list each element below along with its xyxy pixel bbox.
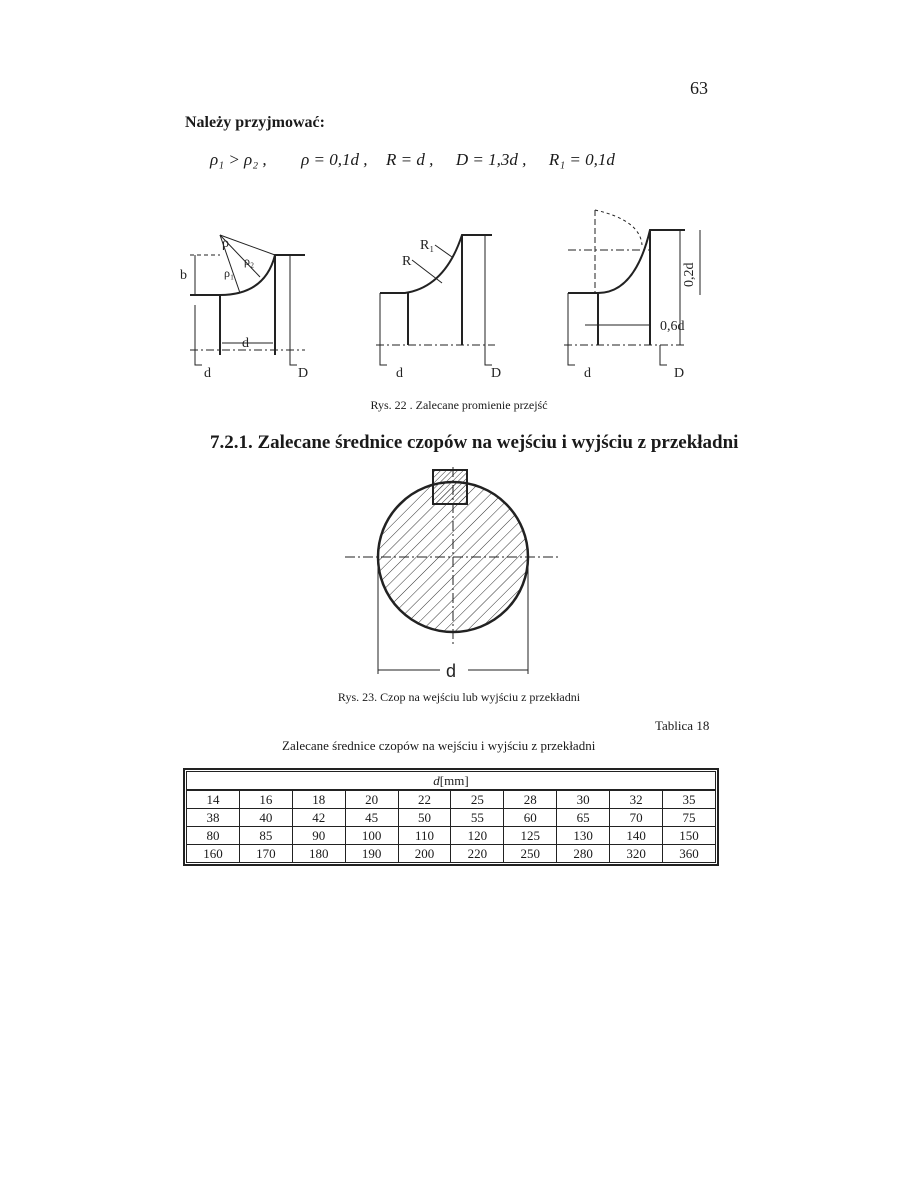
table-cell: 190 xyxy=(345,845,398,863)
page-number: 63 xyxy=(690,78,708,98)
table-cell: 140 xyxy=(610,827,663,845)
table-cell: 20 xyxy=(345,790,398,809)
fig22-label: R xyxy=(402,254,412,269)
fig22-label: d xyxy=(396,366,403,381)
formula-part: D = 1,3d , xyxy=(455,150,527,169)
intro-text: Należy przyjmować: xyxy=(185,114,325,131)
table-cell: 220 xyxy=(451,845,504,863)
formula-part: R₁ = 0,1d xyxy=(548,150,615,169)
table-cell: 65 xyxy=(557,809,610,827)
fig22-drawing xyxy=(180,205,720,395)
diameter-table-frame xyxy=(183,768,719,866)
fig23-drawing xyxy=(330,462,570,690)
table-cell: 35 xyxy=(663,790,716,809)
fig23-label-d: d xyxy=(446,661,457,681)
fig22-label: ρ₁ xyxy=(224,266,235,280)
table-caption: Zalecane średnice czopów na wejściu i wyjściu z przekładni xyxy=(282,738,596,753)
table-row xyxy=(187,809,716,827)
table-cell: 280 xyxy=(557,845,610,863)
table-cell: 60 xyxy=(504,809,557,827)
fig22-label: d xyxy=(584,366,591,381)
table-cell: 25 xyxy=(451,790,504,809)
diameter-table xyxy=(186,771,716,863)
fig22-label: ρ₂ xyxy=(244,254,255,268)
table-cell: 45 xyxy=(345,809,398,827)
fig22-label: R₁ xyxy=(420,238,435,253)
key-section xyxy=(433,470,467,504)
table-cell: 32 xyxy=(610,790,663,809)
fig22-sketch-3 xyxy=(564,210,700,365)
table-row xyxy=(187,845,716,863)
formula-part: R = d , xyxy=(386,150,434,169)
table-cell: 150 xyxy=(663,827,716,845)
table-cell: 22 xyxy=(398,790,451,809)
fig22-label: b xyxy=(180,268,187,283)
fig23-caption: Rys. 23. Czop na wejściu lub wyjściu z przekładni xyxy=(337,690,581,704)
table-cell: 100 xyxy=(345,827,398,845)
table-cell: 170 xyxy=(239,845,292,863)
formula-part: ρ = 0,1d , xyxy=(301,150,368,169)
table-cell: 250 xyxy=(504,845,557,863)
table-row xyxy=(187,790,716,809)
section-heading: 7.2.1. Zalecane średnice czopów na wejściu i wyjściu z przekładni xyxy=(210,432,739,453)
fig22-label: d xyxy=(242,336,249,351)
table-cell: 14 xyxy=(187,790,240,809)
table-cell: 160 xyxy=(187,845,240,863)
formula-part: ρ₁ > ρ₂ , xyxy=(210,150,267,169)
fig22-label: D xyxy=(298,366,309,381)
table-cell: 180 xyxy=(292,845,345,863)
table-cell: 80 xyxy=(187,827,240,845)
table-cell: 110 xyxy=(398,827,451,845)
fig22-caption: Rys. 22 . Zalecane promienie przejść xyxy=(370,398,548,412)
formula-line xyxy=(210,150,615,170)
table-header xyxy=(187,772,716,791)
fig22-label: 0,2d xyxy=(682,262,697,287)
table-header-unit: [mm] xyxy=(439,772,469,788)
table-cell: 360 xyxy=(663,845,716,863)
table-row xyxy=(187,827,716,845)
table-cell: 30 xyxy=(557,790,610,809)
fig22-sketch-2 xyxy=(376,235,495,365)
table-cell: 90 xyxy=(292,827,345,845)
table-cell: 125 xyxy=(504,827,557,845)
fig22-label: D xyxy=(674,366,685,381)
fig22-label: D xyxy=(491,366,502,381)
table-cell: 40 xyxy=(239,809,292,827)
table-cell: 38 xyxy=(187,809,240,827)
table-header-var: d xyxy=(433,772,440,788)
fig22-label: 0,6d xyxy=(660,319,685,334)
table-cell: 28 xyxy=(504,790,557,809)
table-cell: 120 xyxy=(451,827,504,845)
table-cell: 55 xyxy=(451,809,504,827)
table-cell: 50 xyxy=(398,809,451,827)
table-cell: 16 xyxy=(239,790,292,809)
table-cell: 200 xyxy=(398,845,451,863)
fig22-label: ρ xyxy=(222,236,229,251)
table-cell: 70 xyxy=(610,809,663,827)
fig22-label: d xyxy=(204,366,211,381)
table-label: Tablica 18 xyxy=(655,718,710,733)
table-cell: 130 xyxy=(557,827,610,845)
table-cell: 42 xyxy=(292,809,345,827)
table-cell: 75 xyxy=(663,809,716,827)
table-cell: 320 xyxy=(610,845,663,863)
table-cell: 18 xyxy=(292,790,345,809)
table-cell: 85 xyxy=(239,827,292,845)
